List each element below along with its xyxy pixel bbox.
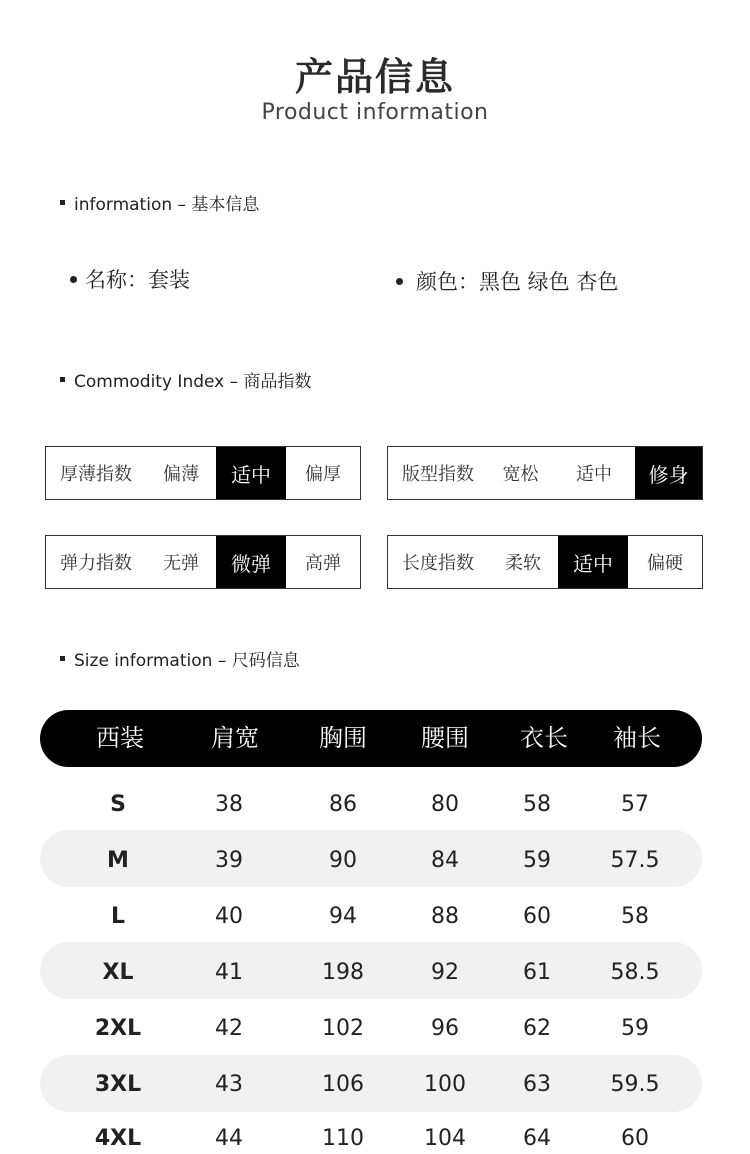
index-label: 弹力指数 (60, 553, 132, 574)
column-header: 衣长 (520, 724, 568, 752)
index-fit (387, 446, 703, 500)
index-option: 无弹 (163, 553, 199, 574)
table-cell: 57 (621, 792, 649, 817)
table-cell: 80 (431, 792, 459, 817)
table-cell: 96 (431, 1016, 459, 1041)
index-option-selected: 适中 (558, 536, 628, 588)
index-thickness (45, 446, 361, 500)
table-cell: 61 (523, 960, 551, 985)
table-cell: 63 (523, 1072, 551, 1097)
table-cell: 110 (322, 1126, 364, 1151)
size-label-cell: M (107, 848, 129, 873)
color-text: 颜色：黑色 绿色 杏色 (416, 270, 619, 294)
square-bullet-icon (60, 377, 65, 382)
square-bullet-icon (60, 656, 65, 661)
table-cell: 42 (215, 1016, 243, 1041)
table-cell: 44 (215, 1126, 243, 1151)
table-cell: 59 (621, 1016, 649, 1041)
table-cell: 60 (523, 904, 551, 929)
index-option: 偏薄 (163, 464, 199, 485)
size-label-cell: 4XL (94, 1126, 142, 1151)
table-cell: 198 (322, 960, 364, 985)
index-label: 长度指数 (402, 553, 474, 574)
table-cell: 88 (431, 904, 459, 929)
index-length (387, 535, 703, 589)
table-cell: 39 (215, 848, 243, 873)
table-cell: 60 (621, 1126, 649, 1151)
index-option: 高弹 (305, 553, 341, 574)
index-option-selected: 微弹 (216, 536, 286, 588)
size-label-cell: 2XL (94, 1016, 142, 1041)
size-label-cell: L (110, 904, 126, 929)
index-option: 偏硬 (647, 553, 683, 574)
size-section-heading (60, 646, 300, 671)
color-field (396, 266, 618, 296)
table-cell: 41 (215, 960, 243, 985)
table-cell: 84 (431, 848, 459, 873)
index-label: 厚薄指数 (60, 464, 132, 485)
size-label-cell: XL (102, 960, 134, 985)
table-cell: 92 (431, 960, 459, 985)
table-cell: 94 (329, 904, 357, 929)
dot-bullet-icon (396, 278, 403, 285)
table-cell: 62 (523, 1016, 551, 1041)
info-heading-text: information – 基本信息 (74, 195, 260, 215)
name-field (70, 264, 190, 294)
square-bullet-icon (60, 200, 65, 205)
table-cell: 40 (215, 904, 243, 929)
table-cell: 43 (215, 1072, 243, 1097)
table-cell: 59.5 (610, 1072, 660, 1097)
table-cell: 100 (424, 1072, 466, 1097)
size-label-cell: S (110, 792, 126, 817)
commodity-section-heading (60, 367, 312, 392)
table-cell: 102 (322, 1016, 364, 1041)
table-cell: 58.5 (610, 960, 660, 985)
column-header: 腰围 (421, 724, 469, 752)
index-label: 版型指数 (402, 464, 474, 485)
name-text: 名称：套装 (85, 268, 190, 292)
size-table-header (40, 710, 702, 767)
commodity-heading-text: Commodity Index – 商品指数 (74, 372, 312, 392)
page-subtitle: Product information (261, 100, 489, 125)
table-cell: 57.5 (610, 848, 660, 873)
page-title: 产品信息 (294, 55, 455, 99)
table-cell: 86 (329, 792, 357, 817)
index-option: 宽松 (502, 464, 539, 485)
table-cell: 106 (322, 1072, 364, 1097)
size-heading-text: Size information – 尺码信息 (74, 651, 300, 671)
size-label-cell: 3XL (94, 1072, 142, 1097)
info-section-heading (60, 190, 259, 215)
index-option: 适中 (576, 464, 612, 485)
table-cell: 58 (621, 904, 649, 929)
table-cell: 58 (523, 792, 551, 817)
index-elasticity (45, 535, 361, 589)
column-header: 胸围 (319, 724, 367, 752)
table-cell: 64 (523, 1126, 551, 1151)
index-option-selected: 适中 (216, 447, 286, 499)
index-option: 柔软 (505, 553, 541, 574)
table-cell: 104 (424, 1126, 466, 1151)
column-header: 肩宽 (211, 724, 259, 752)
column-header: 袖长 (613, 724, 661, 752)
index-option-selected: 修身 (635, 447, 702, 499)
index-option: 偏厚 (305, 464, 341, 485)
table-cell: 59 (523, 848, 551, 873)
table-cell: 90 (329, 848, 357, 873)
column-header: 西装 (96, 724, 144, 752)
dot-bullet-icon (70, 276, 77, 283)
table-cell: 38 (215, 792, 243, 817)
